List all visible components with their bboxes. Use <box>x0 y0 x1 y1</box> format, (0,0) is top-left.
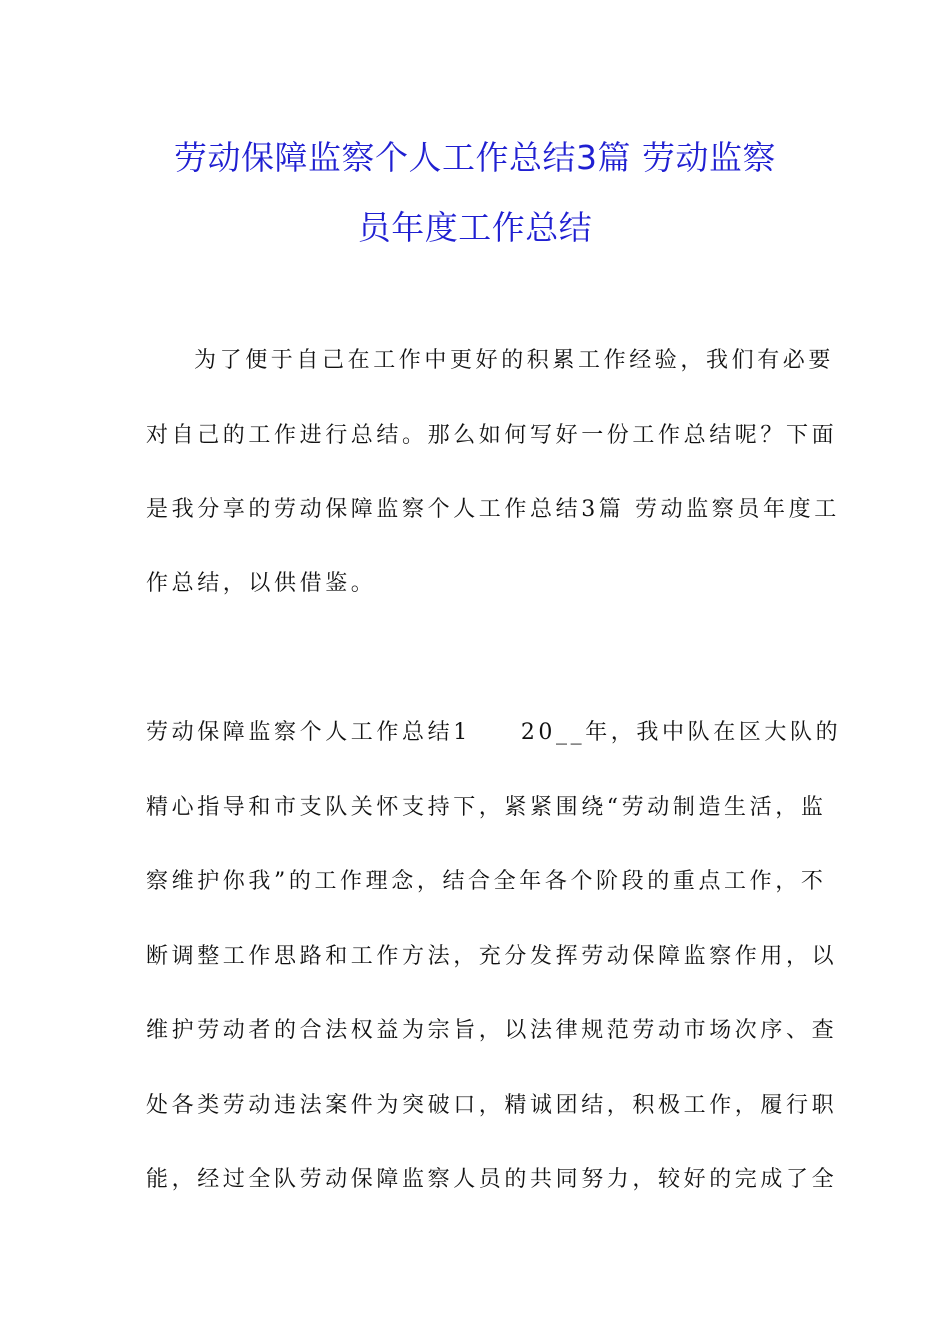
section-1-paragraph-line: 察维护你我”的工作理念，结合全年各个阶段的重点工作，不 <box>146 869 827 894</box>
document-title-line-1: 劳动保障监察个人工作总结3篇 劳动监察 <box>174 138 776 177</box>
document-title-line-2: 员年度工作总结 <box>357 208 593 247</box>
section-1-paragraph-line: 断调整工作思路和工作方法，充分发挥劳动保障监察作用，以 <box>146 944 838 969</box>
section-1-paragraph-line: 精心指导和市支队关怀支持下，紧紧围绕“劳动制造生活，监 <box>146 795 827 820</box>
section-1-first-line <box>146 718 842 748</box>
section-1-heading: 劳动保障监察个人工作总结1 <box>146 720 471 745</box>
intro-paragraph-line: 对自己的工作进行总结。那么如何写好一份工作总结呢？下面 <box>146 423 838 448</box>
intro-paragraph-line: 作总结，以供借鉴。 <box>146 571 377 596</box>
intro-paragraph-line: 为了便于自己在工作中更好的积累工作经验，我们有必要 <box>194 348 835 373</box>
section-1-first-line-text: 20__年，我中队在区大队的 <box>520 720 842 745</box>
section-1-paragraph-line: 处各类劳动违法案件为突破口，精诚团结，积极工作，履行职 <box>146 1093 838 1118</box>
section-1-paragraph-line: 维护劳动者的合法权益为宗旨，以法律规范劳动市场次序、查 <box>146 1018 838 1043</box>
section-1-paragraph-line: 能，经过全队劳动保障监察人员的共同努力，较好的完成了全 <box>146 1167 838 1192</box>
intro-paragraph-line: 是我分享的劳动保障监察个人工作总结3篇 劳动监察员年度工 <box>146 497 840 522</box>
